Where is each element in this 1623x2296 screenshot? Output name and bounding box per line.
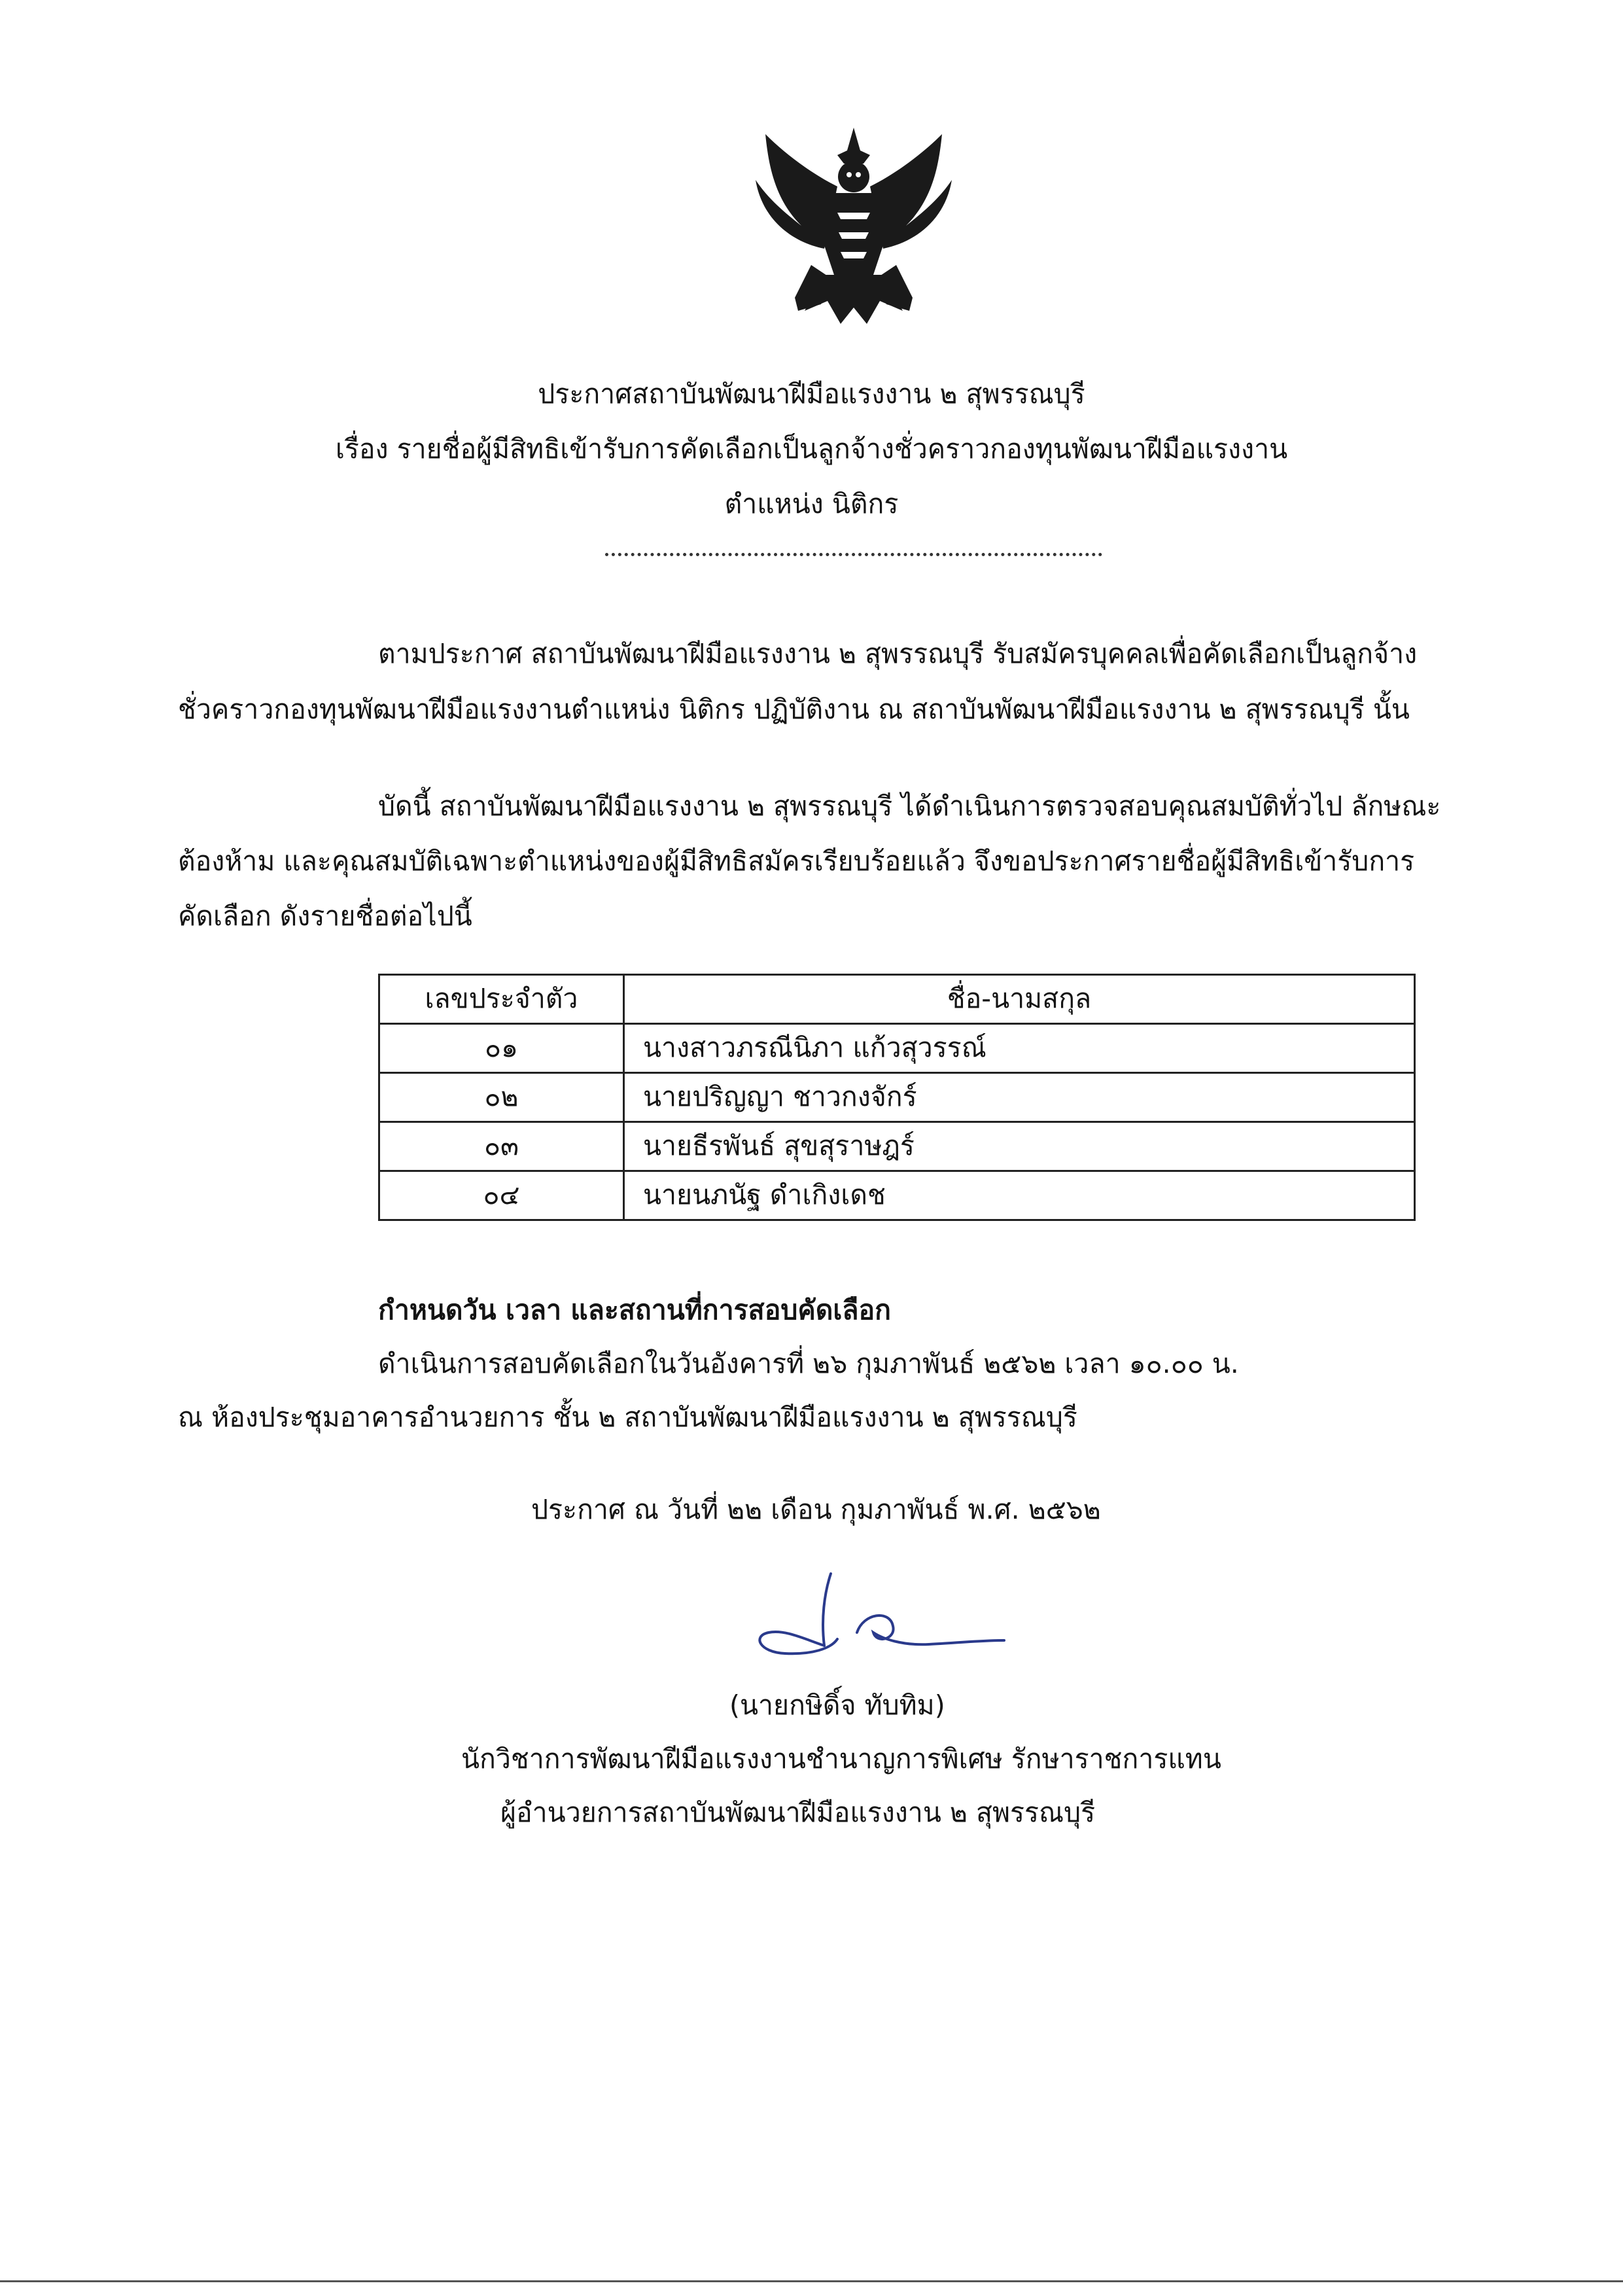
column-header-id: เลขประจำตัว: [379, 975, 624, 1024]
signatory-position-1: นักวิชาการพัฒนาฝีมือแรงงานชำนาญการพิเศษ รักษาราชการแทน: [461, 1743, 1221, 1775]
schedule-heading: กำหนดวัน เวลา และสถานที่การสอบคัดเลือก: [378, 1294, 891, 1326]
signatory-name: (นายกษิดิ์จ ทับทิม): [729, 1689, 945, 1721]
schedule-line-1: ดำเนินการสอบคัดเลือกในวันอังคารที่ ๒๖ กุมภาพันธ์ ๒๕๖๒ เวลา ๑๐.๐๐ น.: [378, 1348, 1239, 1379]
announcement-subject: เรื่อง รายชื่อผู้มีสิทธิเข้ารับการคัดเลือกเป็นลูกจ้างชั่วคราวกองทุนพัฒนาฝีมือแรงงาน: [335, 433, 1288, 465]
schedule-line-2: ณ ห้องประชุมอาคารอำนวยการ ชั้น ๒ สถาบันพัฒนาฝีมือแรงงาน ๒ สุพรรณบุรี: [178, 1402, 1077, 1433]
announcement-date: ประกาศ ณ วันที่ ๒๒ เดือน กุมภาพันธ์ พ.ศ. ๒๕๖๒: [531, 1494, 1101, 1525]
garuda-emblem-icon: [739, 115, 968, 337]
announcement-position: ตำแหน่ง นิติกร: [724, 488, 899, 520]
paragraph-2-line-2: ต้องห้าม และคุณสมบัติเฉพาะตำแหน่งของผู้มีสิทธิสมัครเรียบร้อยแล้ว จึงขอประกาศรายชื่อผู้มีสิทธิเข้ารับการ: [178, 845, 1415, 877]
table-row: [379, 1122, 1415, 1171]
candidate-name: นายนภนัฐ ดำเกิงเดช: [624, 1171, 1415, 1220]
table-row: [379, 1171, 1415, 1220]
candidate-name: นายปริญญา ชาวกงจักร์: [624, 1073, 1415, 1122]
candidate-id: ๐๑: [379, 1024, 624, 1073]
paragraph-1-line-1: ตามประกาศ สถาบันพัฒนาฝีมือแรงงาน ๒ สุพรรณบุรี รับสมัครบุคคลเพื่อคัดเลือกเป็นลูกจ้าง: [378, 638, 1418, 669]
table-row: [379, 1073, 1415, 1122]
table-header-row: [379, 975, 1415, 1024]
handwritten-signature: [733, 1567, 1007, 1672]
candidate-name: นายธีรพันธ์ สุขสุราษฎร์: [624, 1122, 1415, 1171]
paragraph-2-line-1: บัดนี้ สถาบันพัฒนาฝีมือแรงงาน ๒ สุพรรณบุรี ได้ดำเนินการตรวจสอบคุณสมบัติทั่วไป ลักษณะ: [378, 790, 1441, 822]
candidate-id: ๐๓: [379, 1122, 624, 1171]
candidate-id: ๐๒: [379, 1073, 624, 1122]
announcement-title: ประกาศสถาบันพัฒนาฝีมือแรงงาน ๒ สุพรรณบุรี: [538, 378, 1085, 410]
column-header-name: ชื่อ-นามสกุล: [624, 975, 1415, 1024]
candidate-table: [378, 974, 1416, 1221]
candidate-name: นางสาวภรณีนิภา แก้วสุวรรณ์: [624, 1024, 1415, 1073]
signatory-position-2: ผู้อำนวยการสถาบันพัฒนาฝีมือแรงงาน ๒ สุพรรณบุรี: [500, 1797, 1096, 1828]
candidate-id: ๐๔: [379, 1171, 624, 1220]
header-divider: [605, 553, 1102, 556]
paragraph-1-line-2: ชั่วคราวกองทุนพัฒนาฝีมือแรงงานตำแหน่ง นิติกร ปฏิบัติงาน ณ สถาบันพัฒนาฝีมือแรงงาน ๒ สุพรรณบุรี นั้น: [178, 694, 1410, 725]
scan-edge-line: [0, 2280, 1623, 2282]
paragraph-2-line-3: คัดเลือก ดังรายชื่อต่อไปนี้: [178, 900, 472, 932]
table-row: [379, 1024, 1415, 1073]
